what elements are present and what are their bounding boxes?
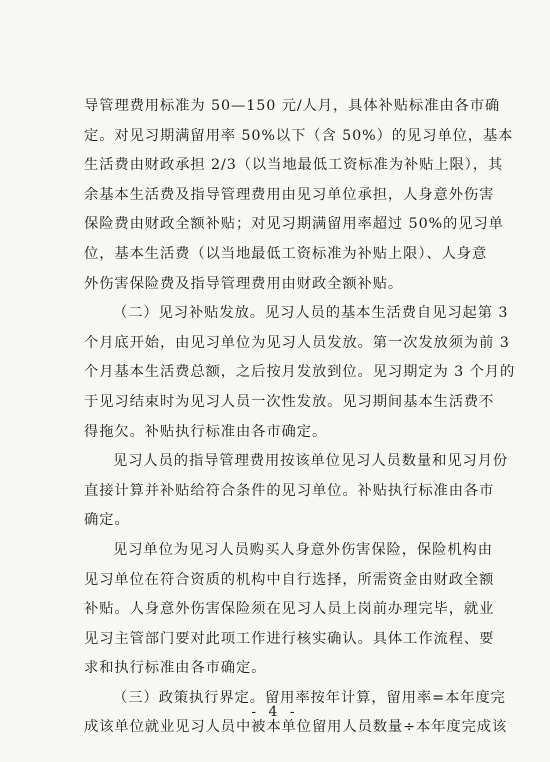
text-line: 见习主管部门要对此项工作进行核实确认。具体工作流程、要 [84,630,495,647]
text-line: 确定。 [84,512,130,529]
text-line: 外伤害保险费及指导管理费用由财政全额补贴。 [84,275,404,292]
text-line: 余基本生活费及指导管理费用由见习单位承担，人身意外伤害 [84,186,495,203]
text-line: 直接计算并补贴给符合条件的见习单位。补贴执行标准由各市 [84,482,495,499]
page-number: - 4 - [251,704,299,720]
text-line: 定。对见习期满留用率 50%以下（含 50%）的见习单位，基本 [84,127,514,144]
text-line: 个月底开始，由见习单位为见习人员发放。第一次发放须为前 3 [84,334,510,351]
text-line: 求和执行标准由各市确定。 [84,660,267,677]
text-line: 得拖欠。补贴执行标准由各市确定。 [84,423,328,440]
text-line: 成该单位就业见习人员中被本单位留用人员数量÷本年度完成该 [84,719,508,736]
text-line: 导管理费用标准为 50—150 元/人月，具体补贴标准由各市确 [84,98,501,114]
text-line: （三）政策执行界定。留用率按年计算，留用率=本年度完 [113,689,506,706]
paragraph-management-fee [84,447,509,536]
text-line: 于见习结束时为见习人员一次性发放。见习期间基本生活费不 [84,393,495,410]
text-line: 见习单位在符合资质的机构中自行选择，所需资金由财政全额 [84,571,495,588]
text-line: 生活费由财政承担 2/3（以当地最低工资标准为补贴上限），其 [84,157,504,174]
paragraph-insurance [84,536,502,684]
text-line: （二）见习补贴发放。见习人员的基本生活费自见习起第 3 [113,305,509,322]
text-line: 见习单位为见习人员购买人身意外伤害保险，保险机构由 [113,541,493,558]
text-line: 补贴。人身意外伤害保险须在见习人员上岗前办理完毕，就业 [84,601,495,618]
paragraph-subsidy-standards [84,92,514,299]
document-body [84,92,516,743]
text-line: 位，基本生活费（以当地最低工资标准为补贴上限）、人身意 [84,245,488,262]
text-line: 个月基本生活费总额，之后按月发放到位。见习期定为 3 个月的 [84,364,516,381]
paragraph-subsidy-distribution [84,299,516,447]
text-line: 见习人员的指导管理费用按该单位见习人员数量和见习月份 [113,453,509,470]
text-line: 保险费由财政全额补贴；对见习期满留用率超过 50%的见习单 [84,216,504,233]
